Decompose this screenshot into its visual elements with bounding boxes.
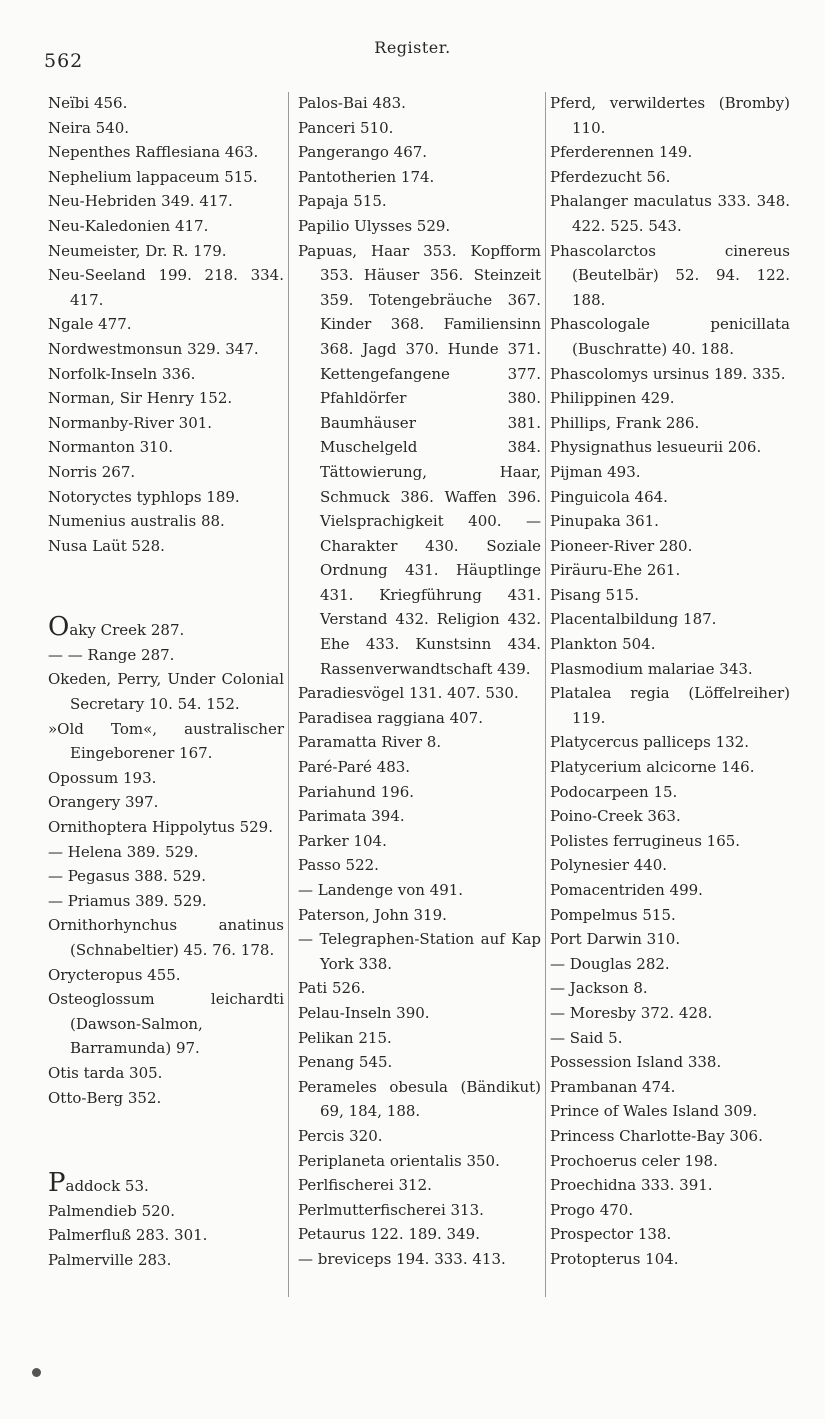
index-entry: Phascologale penicillata (Buschratte) 40. 188. [550,315,790,358]
index-entry: — Jackson 8. [550,979,648,998]
index-entry: Phascolarctos cinereus (Beutelbär) 52. 94. 122. 188. [550,241,790,309]
index-entry: Pelau-Inseln 390. [298,1003,430,1022]
index-entry: Pinguicola 464. [550,487,668,506]
index-entry: Opossum 193. [48,768,157,787]
column-rule-left [288,92,289,1297]
index-entry: Pioneer-River 280. [550,536,693,555]
initial-letter-p: P [48,1168,66,1199]
index-entry: — Helena 389. 529. [48,842,199,861]
index-entry: Possession Island 338. [550,1053,722,1072]
index-entry-p-first [48,1168,284,1199]
letter-group-spacer [48,1110,284,1174]
index-entry: Phascolomys ursinus 189. 335. [550,364,786,383]
index-entry: Papaja 515. [298,192,387,211]
index-entry: Pantotherien 174. [298,167,435,186]
index-column-3 [550,91,790,1272]
index-entry: Paré-Paré 483. [298,758,411,777]
index-entry: Palmerville 283. [48,1250,172,1269]
index-entry: Platycercus palliceps 132. [550,733,749,752]
index-entry: Palmendieb 520. [48,1201,175,1220]
index-entry: Orycteropus 455. [48,965,181,984]
index-entry: Phillips, Frank 286. [550,413,700,432]
index-entry: Passo 522. [298,856,379,875]
index-entry: Port Darwin 310. [550,930,681,949]
index-entry: »Old Tom«, australischer Eingeborener 167. [48,719,284,763]
index-entry: Paradiesvögel 131. 407. 530. [298,684,519,703]
index-entry: Pompelmus 515. [550,905,676,924]
index-entry: Pferderennen 149. [550,143,693,162]
index-entry: Ornithoptera Hippolytus 529. [48,818,273,837]
index-entry: Prospector 138. [550,1225,672,1244]
index-entry: Progo 470. [550,1200,634,1219]
index-entry: Philippinen 429. [550,389,675,408]
index-entry: Norman, Sir Henry 152. [48,389,233,408]
index-entry: Palos-Bai 483. [298,94,406,112]
index-entry: Protopterus 104. [550,1249,679,1268]
index-entry: Papuas, Haar 353. Kopfform 353. Häuser 356. Steinzeit 359. Totengebräuche 367. Kinder 368. Familiensinn 368. Jagd 370. Hunde 371. Kettengefangene 377. Pfahldörfer 380. Baumhäuser 381. Muschelgeld 384. Tättowierung, Haar, Schmuck 386. Waffen 396. Vielsprachigkeit 400. — Charakter 430. Soziale Ordnung 431. Häuptlinge 431. Kriegführung 431. Verstand 432. Religion 432. Ehe 433. Kunstsinn 434. Rassenverwandtschaft 439. [298,241,541,678]
index-entry: Panceri 510. [298,118,394,137]
index-entry: Princess Charlotte-Bay 306. [550,1126,763,1145]
index-entry: Prambanan 474. [550,1077,676,1096]
index-entry: Neu-Kaledonien 417. [48,216,209,235]
index-entry: Ornithorhynchus anatinus (Schnabeltier) 45. 76. 178. [48,916,284,959]
index-entry: — — Range 287. [48,645,175,664]
index-entry: — breviceps 194. 333. 413. [298,1249,506,1268]
index-entry: Prince of Wales Island 309. [550,1102,758,1121]
index-entry-text: aky Creek 287. [69,621,185,640]
index-entry: Placentalbildung 187. [550,610,717,629]
index-entry: Plankton 504. [550,635,656,654]
index-entry: Nusa Laüt 528. [48,536,165,555]
index-entry: Perameles obesula (Bändikut) 69, 184, 188. [298,1077,541,1121]
index-entry: Penang 545. [298,1053,393,1072]
index-entry: Pati 526. [298,979,366,998]
index-entry: — Moresby 372. 428. [550,1003,713,1022]
index-entry: Platycerium alcicorne 146. [550,758,755,777]
index-entry: Proechidna 333. 391. [550,1176,713,1195]
index-entry: Paterson, John 319. [298,905,447,924]
index-entry: Plasmodium malariae 343. [550,659,753,678]
index-entry: — Said 5. [550,1028,623,1047]
index-entry: Norris 267. [48,462,136,481]
index-entry: Neira 540. [48,118,130,137]
index-entry: Osteoglossum leichardti (Dawson-Salmon, Barramunda) 97. [48,990,284,1058]
column-rule-right [545,92,546,1297]
index-entry: Piräuru-Ehe 261. [550,561,681,580]
index-entry-text: addock 53. [65,1177,149,1196]
index-entry: Paradisea raggiana 407. [298,708,483,727]
index-entry: Otto-Berg 352. [48,1088,162,1107]
index-entry: Platalea regia (Löffelreiher) 119. [550,684,790,727]
index-entry: Pariahund 196. [298,782,415,801]
letter-group-n [48,91,284,558]
index-entry: Palmerfluß 283. 301. [48,1226,208,1245]
letter-group-spacer [48,558,284,618]
index-entry: Parker 104. [298,831,387,850]
index-entry: Prochoerus celer 198. [550,1151,718,1170]
index-entry: Nepenthes Rafflesiana 463. [48,143,259,162]
index-entry: — Douglas 282. [550,954,670,973]
index-entry: Paramatta River 8. [298,733,442,752]
index-entry: Polynesier 440. [550,856,668,875]
index-entry: Perlfischerei 312. [298,1176,432,1195]
index-entry: Perlmutterfischerei 313. [298,1200,484,1219]
index-entry: Physignathus lesueurii 206. [550,438,762,457]
index-entry: Okeden, Perry, Under Colonial Secretary 10. 54. 152. [48,670,284,714]
index-entry: Numenius australis 88. [48,512,225,531]
index-entry: Pisang 515. [550,585,639,604]
index-entry: Polistes ferrugineus 165. [550,831,741,850]
index-entry-o-first [48,612,284,643]
index-entry: Ngale 477. [48,315,132,334]
initial-letter-o: O [48,612,70,643]
letter-group-o [48,643,284,1110]
index-entry: Norfolk-Inseln 336. [48,364,196,383]
running-head: Register. [374,38,451,57]
index-entry: Neu-Hebriden 349. 417. [48,192,233,211]
index-entry: Normanby-River 301. [48,413,213,432]
index-column-2 [298,91,541,1272]
index-entry: — Landenge von 491. [298,881,464,899]
index-entry: Periplaneta orientalis 350. [298,1151,500,1170]
index-entry: Poino-Creek 363. [550,807,681,826]
page-number: 562 [44,50,84,72]
index-entry: Podocarpeen 15. [550,782,678,801]
index-entry: — Priamus 389. 529. [48,891,207,910]
index-column-1 [48,91,284,1273]
letter-group-p [48,1199,284,1273]
index-entry: Nordwestmonsun 329. 347. [48,339,259,358]
index-entry: Otis tarda 305. [48,1063,163,1082]
index-entry: Pferdezucht 56. [550,167,671,186]
index-entry: Pangerango 467. [298,143,428,162]
index-entry: Neu-Seeland 199. 218. 334. 417. [48,266,284,309]
index-entry: Pinupaka 361. [550,512,659,531]
index-entry: Phalanger maculatus 333. 348. 422. 525. 543. [550,192,790,235]
index-entry: Orangery 397. [48,793,159,812]
index-entry: Neïbi 456. [48,94,128,112]
index-entry: Pferd, verwildertes (Bromby) 110. [550,94,790,137]
index-entry: Parimata 394. [298,807,405,826]
index-entry: Notoryctes typhlops 189. [48,487,240,506]
index-entry: Papilio Ulysses 529. [298,216,451,235]
index-entry: Neumeister, Dr. R. 179. [48,241,227,260]
index-entry: Percis 320. [298,1126,383,1145]
index-entry: Pijman 493. [550,462,641,481]
index-entry: Normanton 310. [48,438,174,457]
index-entry: — Pegasus 388. 529. [48,867,206,886]
ink-blot [32,1368,41,1377]
index-entry: Petaurus 122. 189. 349. [298,1225,480,1244]
index-entry: — Telegraphen-Station auf Kap York 338. [298,930,541,973]
index-entry: Pomacentriden 499. [550,881,703,899]
index-entry: Nephelium lappaceum 515. [48,167,258,186]
index-entry: Pelikan 215. [298,1028,392,1047]
